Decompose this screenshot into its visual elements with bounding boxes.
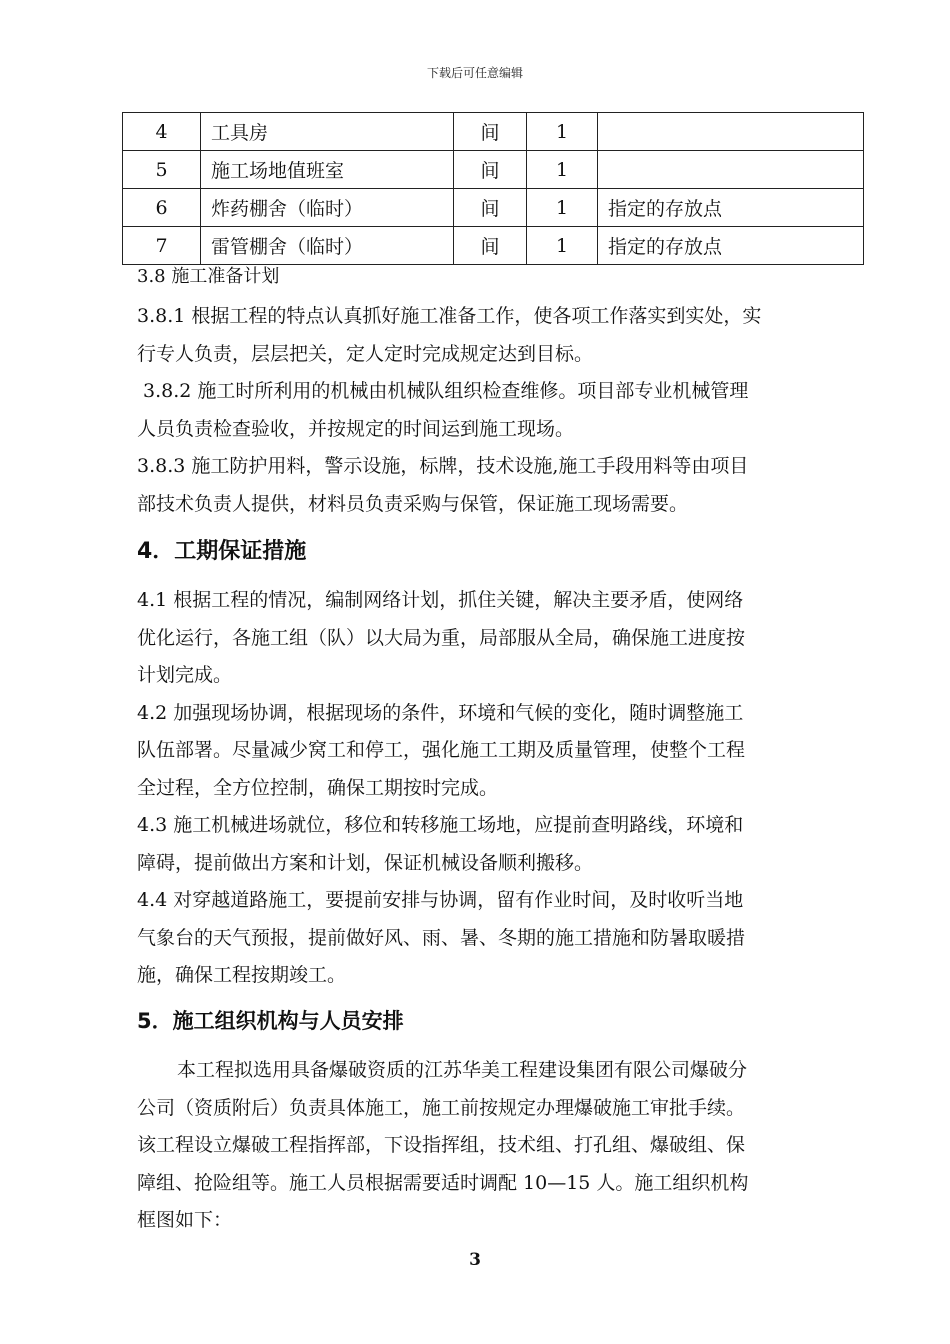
section-5-body: [137, 1052, 861, 1240]
row-note: 指定的存放点: [598, 189, 864, 227]
table-row: [123, 113, 864, 151]
row-number: 7: [123, 227, 201, 265]
paragraph-line: 3.8.1 根据工程的特点认真抓好施工准备工作，使各项工作落实到实处，实: [137, 305, 762, 327]
paragraph-line: 施，确保工程按期竣工。: [137, 964, 347, 986]
paragraph-line: 计划完成。: [137, 664, 233, 686]
row-name: 炸药棚舍（临时）: [201, 189, 454, 227]
section-heading: 4．工期保证措施: [137, 539, 307, 564]
row-quantity: 1: [527, 227, 598, 265]
row-quantity: 1: [527, 151, 598, 189]
paragraph-line: 人员负责检查验收，并按规定的时间运到施工现场。: [137, 417, 575, 440]
section-4-heading-wrap: [137, 534, 861, 565]
facility-table: [122, 112, 864, 265]
row-number: 5: [123, 151, 201, 189]
row-quantity: 1: [527, 189, 598, 227]
row-note: [598, 151, 864, 189]
paragraph-line: 框图如下：: [137, 1209, 233, 1231]
row-name: 雷管棚舍（临时）: [201, 227, 454, 265]
row-note: 指定的存放点: [598, 227, 864, 265]
paragraph-line: 本工程拟选用具备爆破资质的江苏华美工程建设集团有限公司爆破分: [177, 1059, 748, 1081]
table-row: [123, 227, 864, 265]
row-unit: 间: [454, 113, 527, 151]
paragraph-line: 3.8.3 施工防护用料，警示设施，标牌，技术设施,施工手段用料等由项目: [137, 455, 749, 477]
row-unit: 间: [454, 227, 527, 265]
row-note: [598, 113, 864, 151]
page-number: 3: [469, 1250, 481, 1270]
paragraph-line: 部技术负责人提供，材料员负责采购与保管，保证施工现场需要。: [137, 492, 689, 515]
section-heading: 5．施工组织机构与人员安排: [137, 1009, 404, 1033]
paragraph-line: 4.4 对穿越道路施工，要提前安排与协调，留有作业时间，及时收听当地: [137, 889, 744, 911]
paragraph-line: 4.1 根据工程的情况，编制网络计划，抓住关键，解决主要矛盾，使网络: [137, 589, 744, 611]
table-row: [123, 189, 864, 227]
section-title: 3.8 施工准备计划: [137, 266, 280, 287]
paragraph-line: 优化运行，各施工组（队）以大局为重，局部服从全局，确保施工进度按: [137, 626, 746, 649]
paragraph-line: 行专人负责，层层把关，定人定时完成规定达到目标。: [137, 342, 594, 365]
row-name: 工具房: [201, 113, 454, 151]
paragraph-line: 4.3 施工机械进场就位，移位和转移施工场地，应提前查明路线，环境和: [137, 814, 744, 836]
row-unit: 间: [454, 189, 527, 227]
row-number: 4: [123, 113, 201, 151]
paragraph-line: 障组、抢险组等。施工人员根据需要适时调配 10—15 人。施工组织机构: [137, 1171, 749, 1194]
paragraph-line: 4.2 加强现场协调，根据现场的条件，环境和气候的变化，随时调整施工: [137, 701, 744, 724]
row-quantity: 1: [527, 113, 598, 151]
page-header: 下载后可任意编辑: [426, 66, 523, 80]
row-number: 6: [123, 189, 201, 227]
section-4-body: [137, 582, 861, 995]
paragraph-line: 障碍，提前做出方案和计划，保证机械设备顺利搬移。: [137, 851, 594, 874]
paragraph-line: 全过程，全方位控制，确保工期按时完成。: [137, 776, 499, 799]
paragraph-line: 公司（资质附后）负责具体施工，施工前按规定办理爆破施工审批手续。: [137, 1096, 746, 1119]
row-unit: 间: [454, 151, 527, 189]
paragraph-line: 队伍部署。尽量减少窝工和停工，强化施工工期及质量管理，使整个工程: [137, 739, 746, 761]
paragraph-line: 该工程设立爆破工程指挥部，下设指挥组，技术组、打孔组、爆破组、保: [137, 1134, 746, 1156]
section-3-8: [137, 266, 861, 288]
section-5-heading-wrap: [137, 1005, 861, 1035]
paragraph-line: 气象台的天气预报，提前做好风、雨、暑、冬期的施工措施和防暑取暖措: [137, 926, 746, 949]
section-3-8-body: [137, 298, 861, 523]
row-name: 施工场地值班室: [201, 151, 454, 189]
paragraph-line: 3.8.2 施工时所利用的机械由机械队组织检查维修。项目部专业机械管理: [137, 380, 749, 402]
table-row: [123, 151, 864, 189]
